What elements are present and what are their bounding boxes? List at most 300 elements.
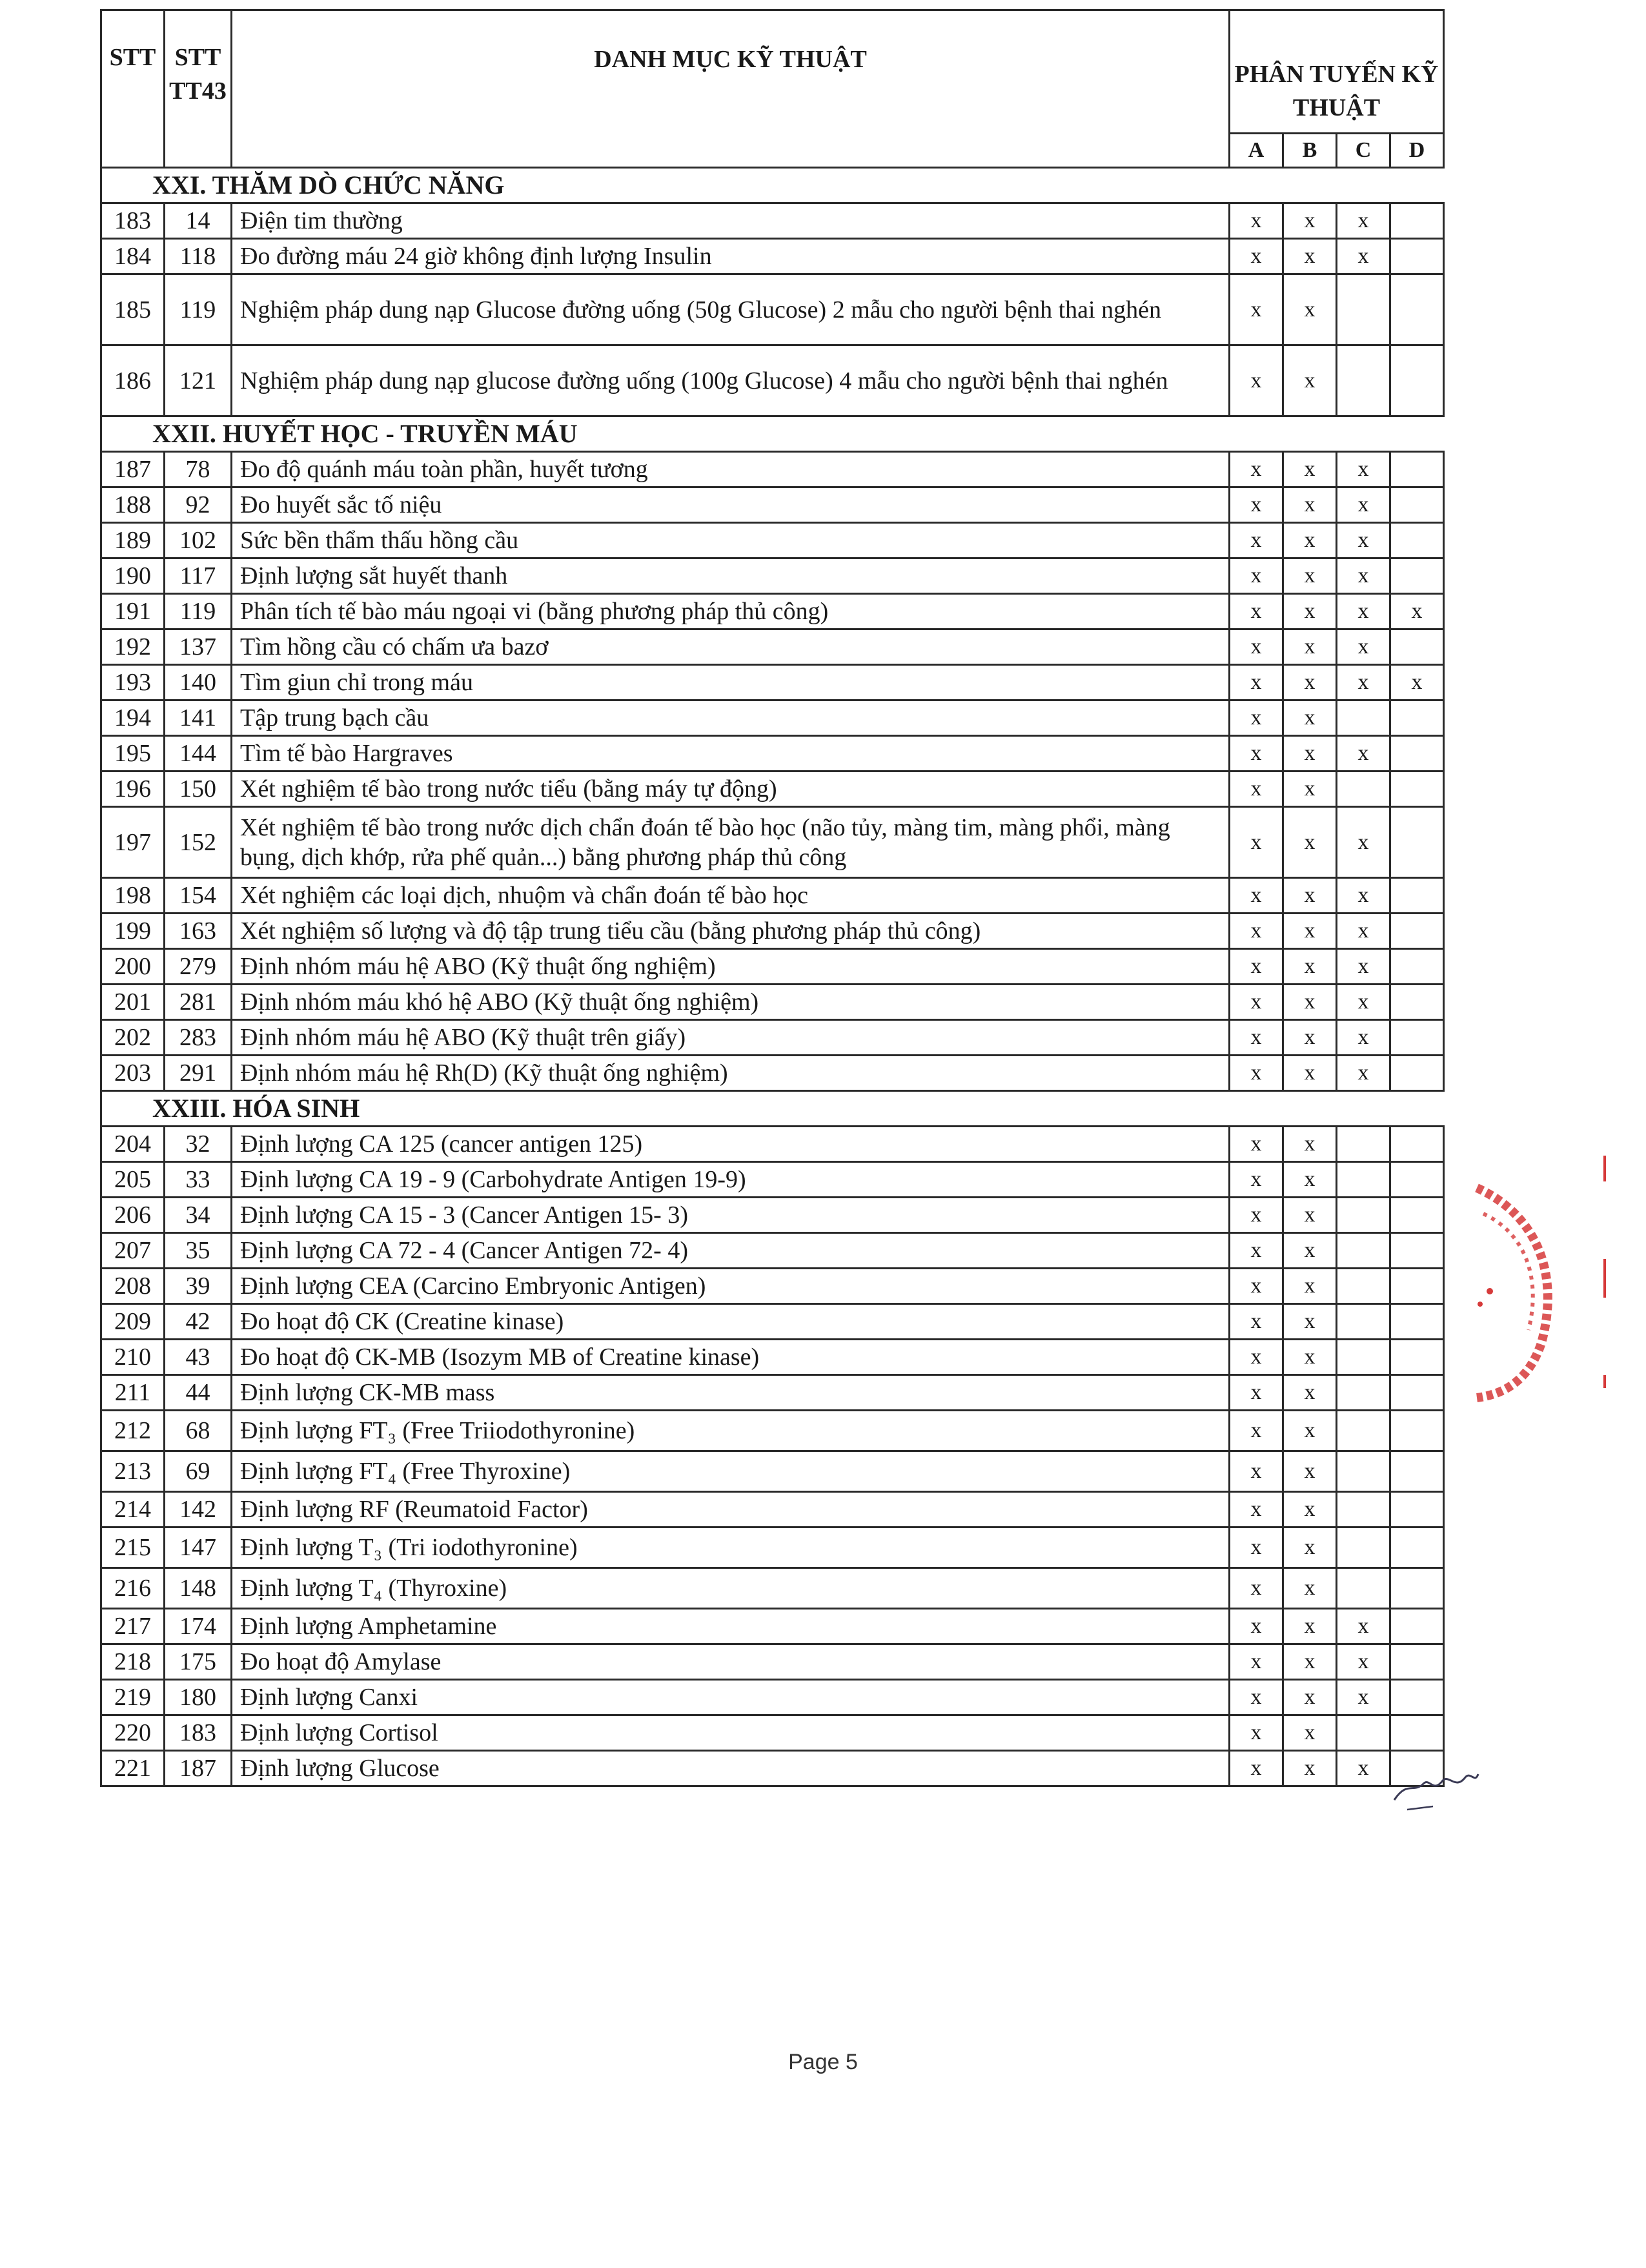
tier-c-cell	[1337, 1375, 1390, 1411]
tier-group-header: PHÂN TUYẾN KỸ THUẬT	[1230, 10, 1444, 134]
tier-c-cell: x	[1337, 1644, 1390, 1680]
technique-name-cell: Định lượng CK-MB mass	[232, 1375, 1230, 1411]
table-row	[101, 1411, 1444, 1451]
technique-name-cell: Định lượng T₄ (Thyroxine)	[232, 1568, 1230, 1609]
stt-cell: 190	[101, 558, 165, 594]
tier-b-cell: x	[1283, 203, 1337, 239]
tier-d-cell	[1390, 452, 1444, 487]
technique-table	[100, 9, 1445, 1787]
tier-d-header: D	[1390, 134, 1444, 168]
stt-tt43-cell: 42	[165, 1304, 232, 1340]
tier-b-cell: x	[1283, 1680, 1337, 1715]
tier-d-cell	[1390, 523, 1444, 558]
tier-b-cell: x	[1283, 452, 1337, 487]
tier-c-cell: x	[1337, 878, 1390, 914]
stt-cell: 216	[101, 1568, 165, 1609]
table-row	[101, 1527, 1444, 1568]
edge-mark	[1603, 1259, 1606, 1298]
tier-c-cell	[1337, 1451, 1390, 1492]
table-row	[101, 629, 1444, 665]
technique-list-header: DANH MỤC KỸ THUẬT	[232, 10, 1230, 168]
stt-cell: 203	[101, 1056, 165, 1091]
technique-name-cell: Định nhóm máu khó hệ ABO (Kỹ thuật ống nghiệm)	[232, 985, 1230, 1020]
stt-cell: 219	[101, 1680, 165, 1715]
table-row	[101, 665, 1444, 700]
stt-cell: 199	[101, 914, 165, 949]
tier-b-cell: x	[1283, 807, 1337, 878]
tier-b-cell: x	[1283, 1751, 1337, 1786]
tier-d-cell	[1390, 1568, 1444, 1609]
table-row	[101, 274, 1444, 345]
stt-tt43-cell: 121	[165, 345, 232, 416]
tier-a-cell: x	[1230, 558, 1283, 594]
tier-b-cell: x	[1283, 949, 1337, 985]
tier-a-cell: x	[1230, 985, 1283, 1020]
tier-a-cell: x	[1230, 771, 1283, 807]
technique-name-cell: Tập trung bạch cầu	[232, 700, 1230, 736]
stt-cell: 197	[101, 807, 165, 878]
tier-a-cell: x	[1230, 1020, 1283, 1056]
table-row	[101, 1751, 1444, 1786]
technique-name-cell: Sức bền thẩm thấu hồng cầu	[232, 523, 1230, 558]
tier-d-cell	[1390, 1304, 1444, 1340]
stt-tt43-cell: 175	[165, 1644, 232, 1680]
section-row	[101, 1091, 1444, 1127]
stt-cell: 189	[101, 523, 165, 558]
tier-d-cell	[1390, 1715, 1444, 1751]
section-title: XXIII. HÓA SINH	[101, 1091, 1444, 1127]
stt-tt43-cell: 152	[165, 807, 232, 878]
tier-b-cell: x	[1283, 771, 1337, 807]
stt-tt43-cell: 281	[165, 985, 232, 1020]
tier-c-cell: x	[1337, 914, 1390, 949]
technique-name-cell: Đo hoạt độ Amylase	[232, 1644, 1230, 1680]
tier-b-cell: x	[1283, 1198, 1337, 1233]
tier-b-cell: x	[1283, 1715, 1337, 1751]
technique-name-cell: Xét nghiệm tế bào trong nước tiểu (bằng máy tự động)	[232, 771, 1230, 807]
tier-c-cell: x	[1337, 807, 1390, 878]
table-row	[101, 1680, 1444, 1715]
tier-c-cell	[1337, 274, 1390, 345]
tier-a-cell: x	[1230, 594, 1283, 629]
tier-a-cell: x	[1230, 1680, 1283, 1715]
tier-a-cell: x	[1230, 1644, 1283, 1680]
technique-name-cell: Đo hoạt độ CK-MB (Isozym MB of Creatine kinase)	[232, 1340, 1230, 1375]
section-title: XXII. HUYẾT HỌC - TRUYỀN MÁU	[101, 416, 1444, 452]
tier-d-cell	[1390, 700, 1444, 736]
technique-name-cell: Định lượng Cortisol	[232, 1715, 1230, 1751]
tier-a-cell: x	[1230, 1451, 1283, 1492]
stt-tt43-cell: 187	[165, 1751, 232, 1786]
red-seal-stamp	[1464, 1175, 1567, 1407]
tier-c-cell	[1337, 1198, 1390, 1233]
tier-d-cell	[1390, 771, 1444, 807]
tier-b-cell: x	[1283, 1375, 1337, 1411]
tier-c-cell: x	[1337, 558, 1390, 594]
stt-tt43-cell: 117	[165, 558, 232, 594]
stt-cell: 207	[101, 1233, 165, 1269]
stt-tt43-cell: 174	[165, 1609, 232, 1644]
tier-d-cell	[1390, 807, 1444, 878]
stt-tt43-cell: 14	[165, 203, 232, 239]
technique-name-cell: Định lượng RF (Reumatoid Factor)	[232, 1492, 1230, 1527]
stt-cell: 183	[101, 203, 165, 239]
tier-d-cell	[1390, 1527, 1444, 1568]
stt-cell: 196	[101, 771, 165, 807]
tier-c-cell: x	[1337, 452, 1390, 487]
tier-a-cell: x	[1230, 345, 1283, 416]
technique-name-cell: Định lượng CEA (Carcino Embryonic Antigen)	[232, 1269, 1230, 1304]
stt-cell: 204	[101, 1127, 165, 1162]
technique-name-cell: Định lượng Amphetamine	[232, 1609, 1230, 1644]
tier-c-cell: x	[1337, 1680, 1390, 1715]
tier-a-cell: x	[1230, 1609, 1283, 1644]
technique-name-cell: Xét nghiệm số lượng và độ tập trung tiểu cầu (bằng phương pháp thủ công)	[232, 914, 1230, 949]
stt-cell: 212	[101, 1411, 165, 1451]
tier-b-cell: x	[1283, 665, 1337, 700]
tier-d-cell	[1390, 1340, 1444, 1375]
tier-b-cell: x	[1283, 1269, 1337, 1304]
tier-a-cell: x	[1230, 807, 1283, 878]
tier-a-cell: x	[1230, 878, 1283, 914]
tier-d-cell	[1390, 1644, 1444, 1680]
stt-tt43-cell: 140	[165, 665, 232, 700]
stt-tt43-cell: 148	[165, 1568, 232, 1609]
page-number: Page 5	[788, 2050, 858, 2074]
stt-cell: 192	[101, 629, 165, 665]
technique-name-cell: Định lượng CA 15 - 3 (Cancer Antigen 15- 3)	[232, 1198, 1230, 1233]
stt-cell: 187	[101, 452, 165, 487]
tier-c-cell: x	[1337, 1020, 1390, 1056]
tier-a-cell: x	[1230, 1198, 1283, 1233]
stt-tt43-cell: 291	[165, 1056, 232, 1091]
technique-name-cell: Định lượng Glucose	[232, 1751, 1230, 1786]
table-row	[101, 1715, 1444, 1751]
tier-d-cell	[1390, 878, 1444, 914]
stt-tt43-cell: 39	[165, 1269, 232, 1304]
stt-tt43-cell: 119	[165, 274, 232, 345]
stt-tt43-cell: 163	[165, 914, 232, 949]
tier-d-cell: x	[1390, 594, 1444, 629]
tier-c-cell	[1337, 1269, 1390, 1304]
table-row	[101, 558, 1444, 594]
table-row	[101, 1340, 1444, 1375]
tier-a-cell: x	[1230, 1568, 1283, 1609]
table-row	[101, 949, 1444, 985]
tier-a-cell: x	[1230, 523, 1283, 558]
tier-b-cell: x	[1283, 1609, 1337, 1644]
stt-cell: 221	[101, 1751, 165, 1786]
tier-b-cell: x	[1283, 1411, 1337, 1451]
tier-b-cell: x	[1283, 274, 1337, 345]
technique-name-cell: Định lượng FT₃ (Free Triiodothyronine)	[232, 1411, 1230, 1451]
tier-a-cell: x	[1230, 487, 1283, 523]
tier-c-cell	[1337, 1568, 1390, 1609]
tier-a-cell: x	[1230, 629, 1283, 665]
stt-cell: 214	[101, 1492, 165, 1527]
tier-a-cell: x	[1230, 1269, 1283, 1304]
tier-b-cell: x	[1283, 594, 1337, 629]
stt-tt43-cell: 43	[165, 1340, 232, 1375]
tier-b-cell: x	[1283, 1451, 1337, 1492]
table-row	[101, 203, 1444, 239]
edge-mark	[1603, 1156, 1606, 1181]
table-row	[101, 914, 1444, 949]
tier-c-cell	[1337, 1127, 1390, 1162]
tier-a-cell: x	[1230, 1527, 1283, 1568]
technique-name-cell: Điện tim thường	[232, 203, 1230, 239]
table-row	[101, 1568, 1444, 1609]
tier-c-cell	[1337, 1527, 1390, 1568]
stt-tt43-cell: 92	[165, 487, 232, 523]
table-row	[101, 736, 1444, 771]
tier-d-cell	[1390, 1056, 1444, 1091]
tier-a-cell: x	[1230, 1304, 1283, 1340]
tier-a-cell: x	[1230, 1127, 1283, 1162]
tier-c-cell: x	[1337, 523, 1390, 558]
technique-name-cell: Nghiệm pháp dung nạp Glucose đường uống (50g Glucose) 2 mẫu cho người bệnh thai nghén	[232, 274, 1230, 345]
stt-tt43-cell: 150	[165, 771, 232, 807]
tier-c-cell: x	[1337, 239, 1390, 274]
stt-tt43-cell: 33	[165, 1162, 232, 1198]
stt-cell: 201	[101, 985, 165, 1020]
table-row	[101, 1233, 1444, 1269]
tier-c-cell: x	[1337, 1609, 1390, 1644]
tier-d-cell	[1390, 239, 1444, 274]
tier-b-cell: x	[1283, 345, 1337, 416]
stt-header: STT	[101, 10, 165, 168]
technique-name-cell: Phân tích tế bào máu ngoại vi (bằng phương pháp thủ công)	[232, 594, 1230, 629]
table-row	[101, 1162, 1444, 1198]
tier-a-cell: x	[1230, 1492, 1283, 1527]
tier-d-cell	[1390, 1609, 1444, 1644]
tier-b-cell: x	[1283, 558, 1337, 594]
stt-cell: 213	[101, 1451, 165, 1492]
technique-name-cell: Định lượng FT₄ (Free Thyroxine)	[232, 1451, 1230, 1492]
tier-b-cell: x	[1283, 985, 1337, 1020]
table-row	[101, 985, 1444, 1020]
tier-a-cell: x	[1230, 274, 1283, 345]
technique-name-cell: Xét nghiệm các loại dịch, nhuộm và chẩn đoán tế bào học	[232, 878, 1230, 914]
stt-tt43-cell: 69	[165, 1451, 232, 1492]
table-header	[101, 10, 1444, 168]
technique-name-cell: Định lượng CA 72 - 4 (Cancer Antigen 72- 4)	[232, 1233, 1230, 1269]
tier-c-cell: x	[1337, 1056, 1390, 1091]
tier-c-cell: x	[1337, 736, 1390, 771]
tier-d-cell	[1390, 1680, 1444, 1715]
stt-tt43-cell: 68	[165, 1411, 232, 1451]
table-row	[101, 878, 1444, 914]
tier-d-cell	[1390, 345, 1444, 416]
tier-b-cell: x	[1283, 1304, 1337, 1340]
table-row	[101, 452, 1444, 487]
tier-d-cell	[1390, 985, 1444, 1020]
tier-d-cell	[1390, 1375, 1444, 1411]
tier-c-cell: x	[1337, 985, 1390, 1020]
stt-tt43-cell: 144	[165, 736, 232, 771]
stt-cell: 185	[101, 274, 165, 345]
table-row	[101, 807, 1444, 878]
technique-name-cell: Xét nghiệm tế bào trong nước dịch chẩn đoán tế bào học (não tủy, màng tim, màng phổi, màng bụng, dịch khớp, rửa phế quản...) bằng phương pháp thủ công	[232, 807, 1230, 878]
tier-a-cell: x	[1230, 736, 1283, 771]
tier-c-cell	[1337, 1162, 1390, 1198]
stt-tt43-cell: 283	[165, 1020, 232, 1056]
tier-c-cell	[1337, 1715, 1390, 1751]
tier-c-header: C	[1337, 134, 1390, 168]
table-row	[101, 594, 1444, 629]
table-row	[101, 487, 1444, 523]
stt-tt43-cell: 279	[165, 949, 232, 985]
tier-a-cell: x	[1230, 665, 1283, 700]
table-row	[101, 1127, 1444, 1162]
stt-tt43-cell: 44	[165, 1375, 232, 1411]
tier-a-cell: x	[1230, 1340, 1283, 1375]
tier-d-cell: x	[1390, 665, 1444, 700]
stt-cell: 200	[101, 949, 165, 985]
tier-c-cell: x	[1337, 487, 1390, 523]
tier-a-cell: x	[1230, 1056, 1283, 1091]
stt-cell: 210	[101, 1340, 165, 1375]
tier-a-cell: x	[1230, 1715, 1283, 1751]
edge-mark	[1603, 1375, 1606, 1388]
tier-b-cell: x	[1283, 878, 1337, 914]
stt-cell: 215	[101, 1527, 165, 1568]
table-row	[101, 345, 1444, 416]
tier-c-cell	[1337, 771, 1390, 807]
tier-b-cell: x	[1283, 1127, 1337, 1162]
table-body	[101, 168, 1444, 1786]
stt-cell: 202	[101, 1020, 165, 1056]
stt-cell: 193	[101, 665, 165, 700]
tier-d-cell	[1390, 1127, 1444, 1162]
stt-tt43-cell: 34	[165, 1198, 232, 1233]
tier-d-cell	[1390, 1162, 1444, 1198]
tier-d-cell	[1390, 1269, 1444, 1304]
tier-d-cell	[1390, 1411, 1444, 1451]
stt-cell: 211	[101, 1375, 165, 1411]
stt-tt43-cell: 119	[165, 594, 232, 629]
table-row	[101, 1609, 1444, 1644]
technique-name-cell: Tìm tế bào Hargraves	[232, 736, 1230, 771]
stt-cell: 198	[101, 878, 165, 914]
tier-a-cell: x	[1230, 239, 1283, 274]
stt-tt43-cell: 147	[165, 1527, 232, 1568]
technique-name-cell: Đo hoạt độ CK (Creatine kinase)	[232, 1304, 1230, 1340]
tier-d-cell	[1390, 487, 1444, 523]
tier-d-cell	[1390, 736, 1444, 771]
tier-c-cell	[1337, 700, 1390, 736]
stt-tt43-cell: 154	[165, 878, 232, 914]
technique-name-cell: Nghiệm pháp dung nạp glucose đường uống (100g Glucose) 4 mẫu cho người bệnh thai nghén	[232, 345, 1230, 416]
stt-cell: 218	[101, 1644, 165, 1680]
tier-b-cell: x	[1283, 1233, 1337, 1269]
stt-cell: 188	[101, 487, 165, 523]
section-title: XXI. THĂM DÒ CHỨC NĂNG	[101, 168, 1444, 203]
tier-c-cell	[1337, 1233, 1390, 1269]
tier-d-cell	[1390, 1451, 1444, 1492]
stt-cell: 208	[101, 1269, 165, 1304]
section-row	[101, 416, 1444, 452]
tier-b-cell: x	[1283, 1644, 1337, 1680]
tier-d-cell	[1390, 274, 1444, 345]
tier-b-cell: x	[1283, 239, 1337, 274]
tier-a-cell: x	[1230, 452, 1283, 487]
tier-a-cell: x	[1230, 700, 1283, 736]
tier-b-cell: x	[1283, 736, 1337, 771]
table-row	[101, 1375, 1444, 1411]
tier-c-cell	[1337, 1304, 1390, 1340]
table-row	[101, 1492, 1444, 1527]
tier-b-cell: x	[1283, 1340, 1337, 1375]
tier-a-cell: x	[1230, 1411, 1283, 1451]
tier-c-cell	[1337, 1340, 1390, 1375]
tier-a-cell: x	[1230, 203, 1283, 239]
stt-cell: 184	[101, 239, 165, 274]
technique-name-cell: Tìm giun chỉ trong máu	[232, 665, 1230, 700]
tier-b-cell: x	[1283, 1056, 1337, 1091]
tier-a-cell: x	[1230, 1162, 1283, 1198]
technique-name-cell: Định lượng Canxi	[232, 1680, 1230, 1715]
tier-c-cell	[1337, 1411, 1390, 1451]
tier-c-cell	[1337, 345, 1390, 416]
tier-d-cell	[1390, 1233, 1444, 1269]
tier-c-cell: x	[1337, 594, 1390, 629]
table-row	[101, 1056, 1444, 1091]
tier-b-cell: x	[1283, 629, 1337, 665]
table-row	[101, 771, 1444, 807]
tier-c-cell: x	[1337, 949, 1390, 985]
tier-b-cell: x	[1283, 1527, 1337, 1568]
stt-tt43-cell: 183	[165, 1715, 232, 1751]
tier-a-cell: x	[1230, 1375, 1283, 1411]
tier-b-cell: x	[1283, 700, 1337, 736]
tier-c-cell	[1337, 1492, 1390, 1527]
tier-b-cell: x	[1283, 1162, 1337, 1198]
stt-tt43-cell: 141	[165, 700, 232, 736]
technique-name-cell: Định nhóm máu hệ ABO (Kỹ thuật ống nghiệm)	[232, 949, 1230, 985]
tier-d-cell	[1390, 949, 1444, 985]
stt-tt43-cell: 78	[165, 452, 232, 487]
tier-a-header: A	[1230, 134, 1283, 168]
handwritten-signature	[1388, 1755, 1485, 1819]
technique-name-cell: Đo huyết sắc tố niệu	[232, 487, 1230, 523]
technique-name-cell: Định lượng CA 125 (cancer antigen 125)	[232, 1127, 1230, 1162]
stt-tt43-header: STT TT43	[165, 10, 232, 168]
table-row	[101, 1020, 1444, 1056]
table-row	[101, 1198, 1444, 1233]
tier-d-cell	[1390, 914, 1444, 949]
tier-d-cell	[1390, 1020, 1444, 1056]
tier-c-cell: x	[1337, 1751, 1390, 1786]
technique-name-cell: Định lượng sắt huyết thanh	[232, 558, 1230, 594]
technique-name-cell: Đo độ quánh máu toàn phần, huyết tương	[232, 452, 1230, 487]
table-row	[101, 1269, 1444, 1304]
stt-cell: 220	[101, 1715, 165, 1751]
tier-d-cell	[1390, 558, 1444, 594]
tier-b-cell: x	[1283, 487, 1337, 523]
tier-a-cell: x	[1230, 914, 1283, 949]
tier-d-cell	[1390, 203, 1444, 239]
tier-a-cell: x	[1230, 1751, 1283, 1786]
tier-b-cell: x	[1283, 523, 1337, 558]
stt-tt43-cell: 180	[165, 1680, 232, 1715]
stt-cell: 205	[101, 1162, 165, 1198]
tier-a-cell: x	[1230, 949, 1283, 985]
tier-b-cell: x	[1283, 1568, 1337, 1609]
stt-tt43-cell: 35	[165, 1233, 232, 1269]
tier-c-cell: x	[1337, 629, 1390, 665]
tier-b-cell: x	[1283, 914, 1337, 949]
